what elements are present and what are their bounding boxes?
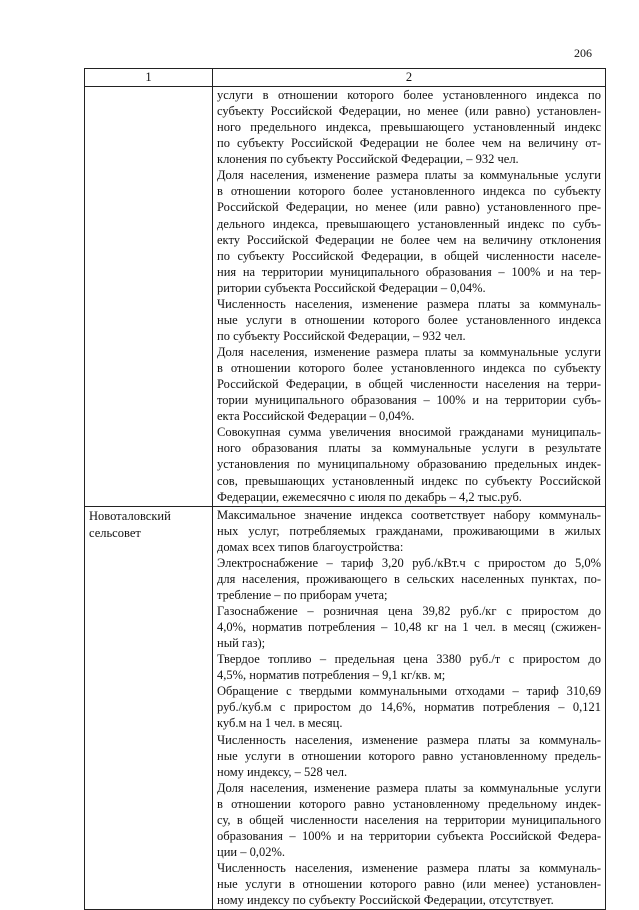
text-line: ные услуги в отношении которого равно установленному предель-	[217, 748, 601, 763]
text-line: по субъекту Российской Федерации, – 932 чел.	[217, 328, 466, 343]
text-line: 4,5%, норматив потребления – 9,1 кг/кв. м;	[217, 668, 446, 683]
text-line: в отношении которого более установленного индекса по субъекту	[217, 361, 601, 376]
description-cell	[213, 506, 606, 910]
municipality-name-line: сельсовет	[89, 525, 141, 540]
text-line: дельного индекса, превышающего установленный индекс по субъ-	[217, 216, 601, 231]
text-line: Федерации, ежемесячно с июля по декабрь – 4,2 тыс.руб.	[217, 489, 522, 504]
text-line: Российской Федерации, но менее (или равно) установленного пре-	[217, 200, 601, 215]
text-line: образования – 100% и на территории субъекта Российской Федера-	[217, 828, 601, 843]
text-line: ных услуг, потребляемых гражданами, проживающими в жилых	[217, 523, 601, 538]
column-header-1: 1	[85, 69, 213, 87]
text-line: требление – по приборам учета;	[217, 587, 388, 602]
text-line: Численность населения, изменение размера платы за коммуналь-	[217, 732, 601, 747]
municipality-name-line: Новоталовский	[89, 508, 171, 523]
municipality-cell	[85, 506, 213, 910]
text-line: Электроснабжение – тариф 3,20 руб./кВт.ч с приростом до 5,0%	[217, 555, 601, 570]
text-line: тории муниципального образования – 100% и на территории субъ-	[217, 393, 601, 408]
text-line: ного предельного индекса, превышающего установленный индекс	[217, 120, 601, 135]
text-line: по субъекту Российской Федерации, в общей численности населе-	[217, 248, 601, 263]
text-line: екта Российской Федерации – 0,04%.	[217, 409, 415, 424]
text-line: Твердое топливо – предельная цена 3380 руб./т с приростом до	[217, 652, 601, 667]
text-line: руб./куб.м с приростом до 14,6%, норматив потребления – 0,121	[217, 700, 601, 715]
text-line: ного образования платы за коммунальные услуги в результате	[217, 441, 601, 456]
text-line: куб.м на 1 чел. в месяц.	[217, 716, 343, 731]
text-line: установления по муниципальному образованию предельных индек-	[217, 457, 601, 472]
column-header-2: 2	[213, 69, 606, 87]
text-line: услуги в отношении которого более установленного индекса по	[217, 88, 601, 102]
text-line: ный газ);	[217, 636, 266, 651]
text-line: ному индексу по субъекту Российской Федерации, отсутствует.	[217, 893, 554, 908]
text-line: Российской Федерации, в общей численности населения на терри-	[217, 377, 601, 392]
text-line: сов, превышающих установленный индекс по субъекту Российской	[217, 473, 601, 488]
text-line: ции – 0,02%.	[217, 844, 285, 859]
text-line: ные услуги в отношении которого более установленного индекса	[217, 312, 601, 327]
text-line: в отношении которого более установленного индекса по субъекту	[217, 184, 601, 199]
page-number: 206	[574, 46, 592, 60]
text-line: су, в общей численности населения на территории муниципального	[217, 812, 601, 827]
text-line: ния на территории муниципального образования – 100% и на тер-	[217, 264, 601, 279]
text-line: в отношении которого равно установленному предельному индек-	[217, 796, 601, 811]
text-line: екту Российской Федерации не более чем на величину отклонения	[217, 232, 601, 247]
text-line: Обращение с твердыми коммунальными отходами – тариф 310,69	[217, 684, 601, 699]
text-line: ритории субъекта Российской Федерации – 0,04%.	[217, 280, 486, 295]
description-cell	[213, 87, 606, 507]
text-line: клонения по субъекту Российской Федерации, – 932 чел.	[217, 152, 519, 167]
text-line: Совокупная сумма увеличения вносимой гражданами муниципаль-	[217, 425, 601, 440]
municipality-cell	[85, 87, 213, 507]
text-line: Доля населения, изменение размера платы за коммунальные услуги	[217, 345, 601, 359]
text-line: ные услуги в отношении которого равно (или менее) установлен-	[217, 877, 601, 892]
text-line: Численность населения, изменение размера платы за коммуналь-	[217, 296, 601, 311]
text-line: Газоснабжение – розничная цена 39,82 руб./кг с приростом до	[217, 604, 601, 618]
text-line: Численность населения, изменение размера платы за коммуналь-	[217, 861, 601, 875]
text-line: ному индексу, – 528 чел.	[217, 764, 348, 779]
text-line: домах всех типов благоустройства:	[217, 539, 404, 554]
table-row	[85, 506, 606, 910]
text-line: Максимальное значение индекса соответствует набору коммуналь-	[217, 507, 601, 522]
table-header-row	[85, 69, 606, 87]
text-line: по субъекту Российской Федерации не более чем на величину от-	[217, 136, 601, 151]
text-line: для населения, проживающего в сельских населенных пунктах, по-	[217, 571, 601, 586]
text-line: 4,0%, норматив потребления – 10,48 кг на 1 чел. в месяц (сжижен-	[217, 620, 601, 635]
text-line: Доля населения, изменение размера платы за коммунальные услуги	[217, 168, 601, 183]
text-line: Доля населения, изменение размера платы за коммунальные услуги	[217, 780, 601, 795]
document-table	[84, 68, 606, 910]
table-row	[85, 87, 606, 507]
text-line: субъекту Российской Федерации, но менее (или равно) установлен-	[217, 104, 601, 119]
